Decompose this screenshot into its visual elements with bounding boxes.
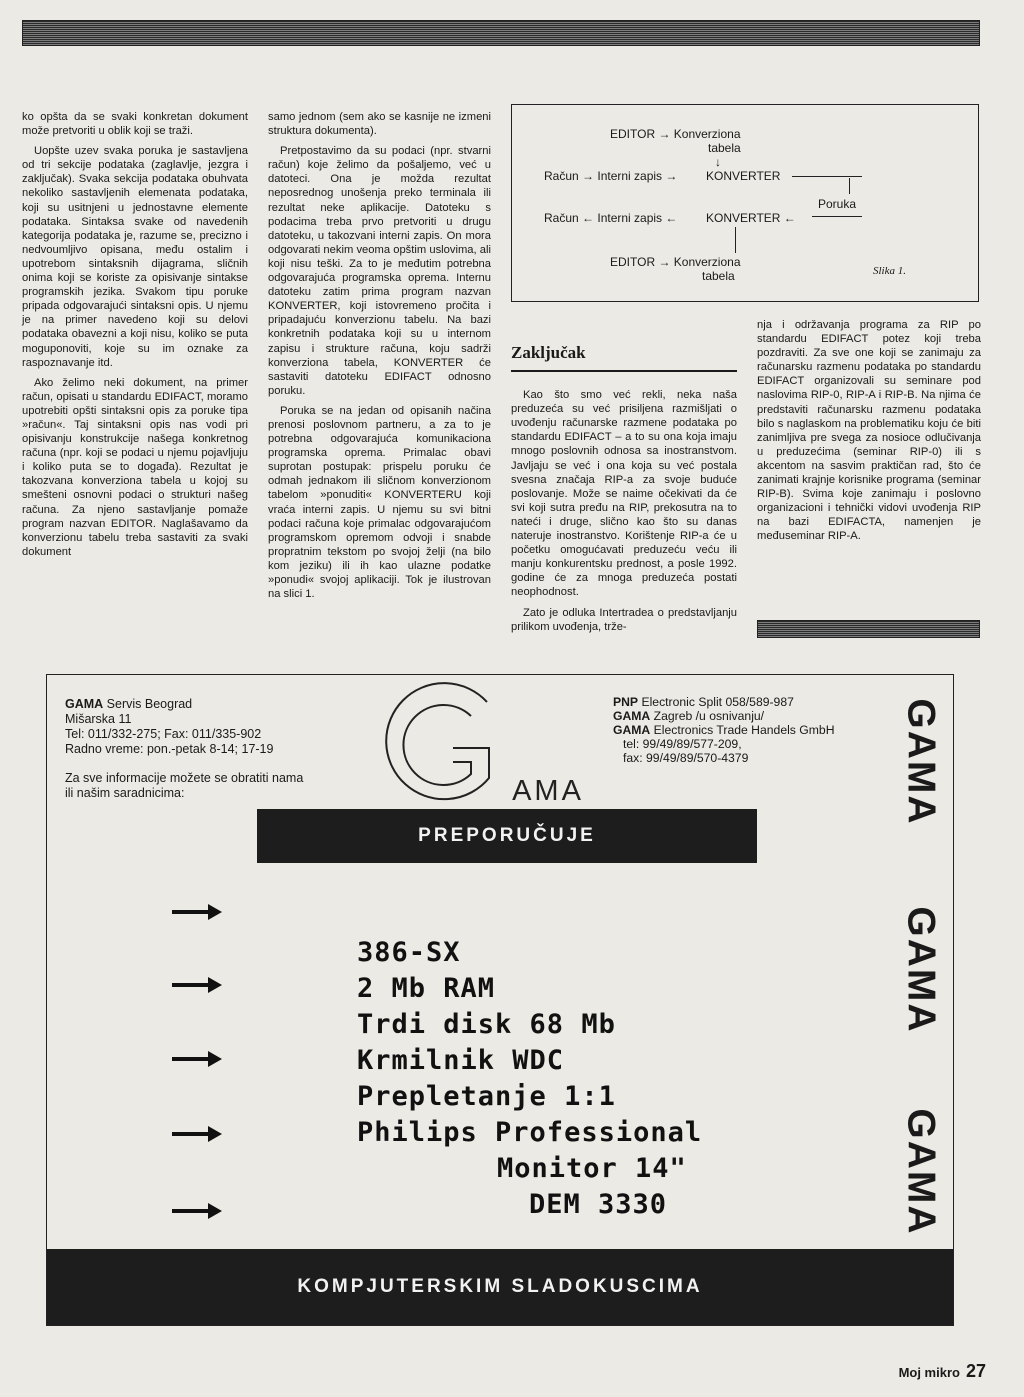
article-column-4 [757,318,981,550]
ad-contact-beograd [65,697,305,801]
arrow-right-icon [172,1126,222,1142]
info-note: Za sve informacije možete se obratiti nama ili našim saradnicima: [65,771,304,800]
figure-caption: Slika 1. [873,265,906,277]
spec-line: 2 Mb RAM [357,973,496,1004]
diagram-row2-konverter: KONVERTER ← [706,211,796,225]
diagram-line [735,227,736,253]
gama-vertical-wordmark [901,687,941,837]
gama-logo-g [369,678,499,812]
bottom-slogan-banner: KOMPJUTERSKIM SLADOKUSCIMA [47,1249,953,1325]
diagram-row1-left: Račun → Interni zapis → [544,169,678,183]
diagram-editor-top: EDITOR → Konverziona [610,127,741,141]
partner-name: PNP [613,695,639,709]
paragraph: ko opšta da se svaki konkretan dokument može pretvoriti u oblik koji se traži. [22,111,248,138]
diagram-line [812,216,862,217]
page-footer [899,1361,986,1382]
wordmark-text: GAMA [900,1108,943,1236]
arrow-right-icon [172,1051,222,1067]
gama-vertical-wordmark [901,1097,941,1247]
partner-phone: tel: 99/49/89/577-209, [623,737,742,751]
partner-detail: Electronic Split 058/589-987 [638,695,794,709]
diagram-tabela-bottom: tabela [702,269,735,283]
section-heading: Zaključak [511,343,586,362]
arrow-right-icon [172,904,222,920]
diagram-line [849,178,850,194]
partner-fax: fax: 99/49/89/570-4379 [623,751,749,765]
partner-name: GAMA [613,723,651,737]
company-name: GAMA [65,697,104,711]
article-column-2 [268,110,491,607]
paragraph: Pretpostavimo da su podaci (npr. stvarni račun) koje želimo da pošaljemo, već u datoteci. Ona je možda rezultat neposrednog unošenja preko terminala ili rezultat neke aplikacije. Datoteku s podacima treba prvo pretvoriti u drugu datoteku, u takozvani interni zapis. On mora odgovarati nekim veoma opštim uslovima, ali koji nisu teški. Za to je međutim potrebna odgovarajuća programska oprema. Internu datoteku zatim prima program nazvan KONVERTER, koji istovremeno pročita i pripadajuću konverzionu tabelu. Na bazi konkretnih podataka koji su u internom zapisu i strukture računa, koju sadrži konverziona tabela, KONVERTER će sastaviti datoteku EDIFACT odnosno poruku. [268,145,491,397]
spec-line: Trdi disk 68 Mb [357,1009,616,1040]
diagram-row1-konverter: KONVERTER [706,169,781,183]
partner-name: GAMA [613,709,651,723]
magazine-name: Moj mikro [898,1365,960,1380]
paragraph: Zato je odluka Intertradea o predstavljanju prilikom uvođenja, trže- [511,606,737,633]
diagram-poruka: Poruka [818,197,857,211]
hours: Radno vreme: pon.-petak 8-14; 17-19 [65,742,274,756]
gama-logo-word: AMA [512,775,584,807]
heading-rule [511,370,737,372]
spec-line: 386-SX [357,937,461,968]
spec-line: Prepletanje 1:1 [357,1081,616,1112]
paragraph: Kao što smo već rekli, neka naša preduzeća su već prisiljena razmišljati o uvođenju računarske razmene podataka po standardu EDIFACT – a to su ona koja imaju mnogo poslovnih odnosa sa inostranstvom. Javljaju se već i ona koja su već postala svesna značaja RIP-a za svoje buduće poslovanje. Može se naime očekivati da će svi koji sutra pređu na RIP, prekosutra na to nateći i druge, slično kao što su danas nateruje inostranstvo. Korištenje RIP-a će u početku omogućavati preduzeću veću ili manju konkurentsku prednost, a posle 1992. godine će za mnoga preduzeća postati neophodnost. [511,389,737,599]
diagram-row2-left: Račun ← Interni zapis ← [544,211,678,225]
company-rest: Servis Beograd [103,697,193,711]
wordmark-text: GAMA [900,698,943,826]
paragraph: Poruka se na jedan od opisanih načina prenosi poslovnom partneru, a za to je potrebna odgovarajuća komunikaciona programska oprema. Primalac obavi suprotan postupak: prispelu poruku će odmah jednakom ili sličnom konverzionom tabelom »ponuditi« KONVERTERU koji vraća interni zapis. U njemu su svi bitni podaci računa koje primalac odgovarajućom programskom opremom odvoji i snabde propratnim tekstom po svojoj želji (na bilo kom jeziku) ili ih kao ulazne podatke »ponudi« svojoj aplikaciji. Tok je ilustrovan na slici 1. [268,404,491,601]
top-decorative-bar [22,20,980,46]
article-column-1 [22,110,248,565]
arrow-right-icon [172,977,222,993]
end-decorative-bar [757,620,980,638]
spec-line: DEM 3330 [529,1189,668,1220]
partner-detail: Electronics Trade Handels GmbH [650,723,835,737]
paragraph: samo jednom (sem ako se kasnije ne izmeni struktura dokumenta). [268,111,491,138]
spec-line: Monitor 14" [497,1153,687,1184]
arrow-down-icon: ↓ [715,155,721,169]
ad-contact-partners [613,695,835,765]
edifact-flow-diagram [511,104,979,302]
diagram-editor-bottom: EDITOR → Konverziona [610,255,741,269]
arrow-right-icon [172,1203,222,1219]
diagram-line [792,176,862,177]
paragraph: Ako želimo neki dokument, na primer račun, opisati u standardu EDIFACT, moramo upotrebiti opšti sintaksni opis za poruke tipa »račun«. Taj sintaksni opis nas vodi pri opisivanju konstrukcije našega konkretnog računa (npr. koji se podaci u njemu pojavljuju i koliko puta se to događa). Rezultat je takozvana konverziona tabela u kojoj su smešteni osnovni podaci o strukturi našeg računa. Za njeno sastavljanje pomaže program nazvan EDITOR. Naglašavamo da konverzionu tabelu treba sastaviti za svaki dokument [22,376,248,558]
wordmark-text: GAMA [900,906,943,1034]
spec-line: Krmilnik WDC [357,1045,565,1076]
phone: Tel: 011/332-275; Fax: 011/335-902 [65,727,262,741]
gama-advertisement [46,674,954,1326]
preporucuje-banner: PREPORUČUJE [257,809,757,863]
partner-detail: Zagreb /u osnivanju/ [650,709,765,723]
paragraph: Uopšte uzev svaka poruka je sastavljena od tri sekcije podataka (zaglavlje, jezgra i zaključak). Svaka sekcija podataka obuhvata nekoliko sastavljenih elemenata podataka, koji su usitnjeni u jednostavne elemente podataka. Sintaksa svake od navedenih kategorija podataka je, razume se, precizno i nedvoumljivo opisana, među ostalim i upotrebom sintaksnih dijagrama, sličnih onima koji se koriste za opisivanje sintakse programskih jezika. Svakom tipu poruke pripada odgovarajući sintaksni opis. U njemu je na primer navedeno koji su delovi podataka obavezni a koji nisu, koliko se puta moguponoviti, koje su im oznake za raspoznavanje itd. [22,145,248,369]
paragraph: nja i održavanja programa za RIP po standardu EDIFACT potez koji treba pozdraviti. Za sve one koji se zanimaju za računarsku razmenu podataka po standardu EDIFACT organizovali su seminare pod naslovima RIP-0, RIP-A i RIP-B. Na njima će predstaviti računarsku razmenu podataka bilo s naglaskom na problematiku koju će biti zanimljiva pre svega za nosioce odlučivanja u preduzećima (seminar RIP-0) ili s akcentom na sasvim praktičan rad, što će zanimati krajnje korisnike programa (seminar RIP-B). Svima koje zanimaju i poslovno organizacioni i tehnički vidovi uvođenja RIP na bazi EDIFACTA, namenjen je međuseminar RIP-A. [757,319,981,543]
spec-line: Philips Professional [357,1117,703,1148]
diagram-tabela-top: tabela [708,141,741,155]
article-column-3 [511,343,737,640]
street: Mišarska 11 [65,712,132,726]
gama-vertical-wordmark [901,895,941,1045]
page-number: 27 [965,1361,986,1381]
